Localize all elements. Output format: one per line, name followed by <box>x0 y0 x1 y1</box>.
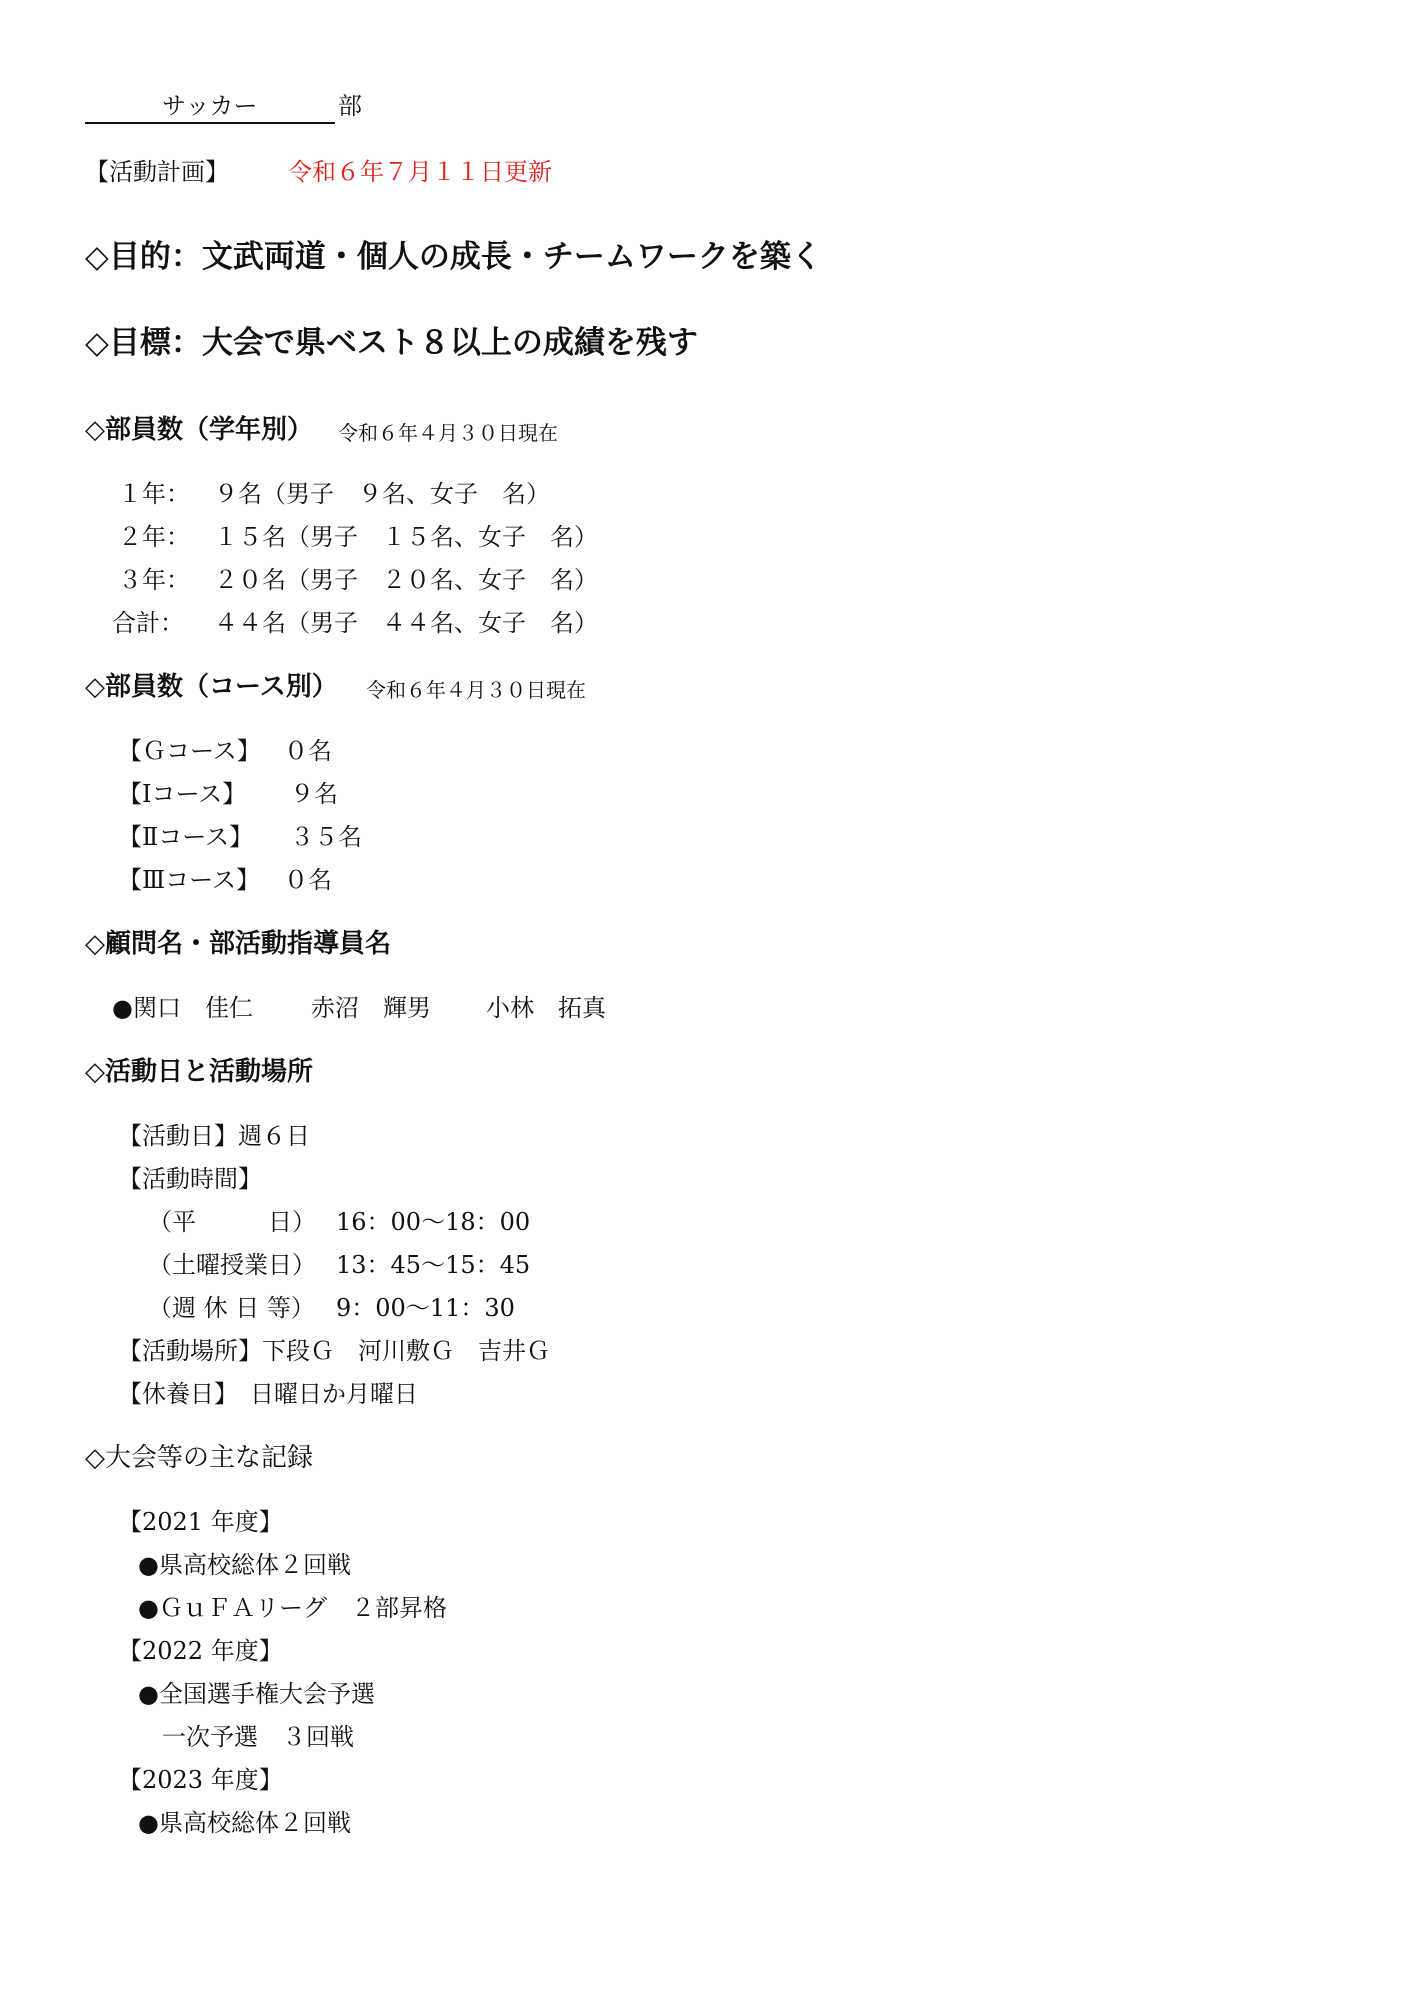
club-suffix: 部 <box>338 92 362 120</box>
advisors-heading: ◇顧問名・部活動指導員名 <box>85 929 391 959</box>
record-year: 【2022 年度】 <box>118 1637 283 1665</box>
grade-label: ３年： <box>118 566 190 594</box>
activity-days: 【活動日】週６日 <box>118 1122 310 1150</box>
record-item: ●県高校総体２回戦 <box>138 1809 351 1837</box>
grade-label: ２年： <box>118 523 190 551</box>
course-label: 【Ｇコース】 <box>118 737 261 765</box>
activity-time-type: （平 日） <box>148 1208 316 1236</box>
activity-time-range: 16：00～18：00 <box>336 1208 531 1236</box>
activity-time-range: 9：00～11：30 <box>336 1294 515 1322</box>
members-course-heading: ◇部員数（コース別） <box>85 672 338 702</box>
club-name: サッカー <box>162 92 258 120</box>
course-label: 【Ⅲコース】 <box>118 866 260 894</box>
advisor-name: 小林 拓真 <box>486 994 606 1022</box>
purpose-heading: ◇目的：文武両道・個人の成長・チームワークを築く <box>85 239 822 275</box>
activity-time-range: 13：45～15：45 <box>336 1251 531 1279</box>
advisor-name: 赤沼 輝男 <box>311 994 431 1022</box>
records-heading: ◇大会等の主な記録 <box>85 1443 313 1473</box>
course-label: 【Ⅱコース】 <box>118 823 254 851</box>
course-count: ０名 <box>284 737 332 765</box>
activity-time-label: 【活動時間】 <box>118 1165 262 1193</box>
activity-time-type: （土曜授業日） <box>148 1251 316 1279</box>
record-year: 【2023 年度】 <box>118 1766 283 1794</box>
record-item: ●県高校総体２回戦 <box>138 1551 351 1579</box>
activity-rest-day: 【休養日】 日曜日か月曜日 <box>118 1380 418 1408</box>
activity-time-type: （週 休 日 等） <box>148 1294 315 1322</box>
club-name-underline <box>85 122 335 124</box>
grade-count: ９名（男子 ９名、女子 名） <box>214 480 550 508</box>
members-course-as-of: 令和６年４月３０日現在 <box>366 678 586 702</box>
members-grade-as-of: 令和６年４月３０日現在 <box>338 421 558 445</box>
goal-heading: ◇目標：大会で県ベスト８以上の成績を残す <box>85 325 698 361</box>
record-item: 一次予選 ３回戦 <box>162 1723 354 1751</box>
grade-label: １年： <box>118 480 190 508</box>
updated-date: 令和６年７月１１日更新 <box>288 158 552 186</box>
advisor-name: ●関口 佳仁 <box>112 994 253 1022</box>
activity-places: 【活動場所】下段Ｇ 河川敷Ｇ 吉井Ｇ <box>118 1337 550 1365</box>
record-year: 【2021 年度】 <box>118 1508 283 1536</box>
members-grade-heading: ◇部員数（学年別） <box>85 415 313 445</box>
grade-count: ４４名（男子 ４４名、女子 名） <box>214 609 598 637</box>
course-label: 【Ⅰコース】 <box>118 780 247 808</box>
course-count: ３５名 <box>290 823 362 851</box>
course-count: ９名 <box>290 780 338 808</box>
grade-label: 合計： <box>112 609 184 637</box>
record-item: ●ＧｕＦＡリーグ ２部昇格 <box>138 1594 447 1622</box>
activity-heading: ◇活動日と活動場所 <box>85 1057 313 1087</box>
grade-count: １５名（男子 １５名、女子 名） <box>214 523 598 551</box>
course-count: ０名 <box>284 866 332 894</box>
record-item: ●全国選手権大会予選 <box>138 1680 375 1708</box>
grade-count: ２０名（男子 ２０名、女子 名） <box>214 566 598 594</box>
plan-label: 【活動計画】 <box>85 158 229 186</box>
